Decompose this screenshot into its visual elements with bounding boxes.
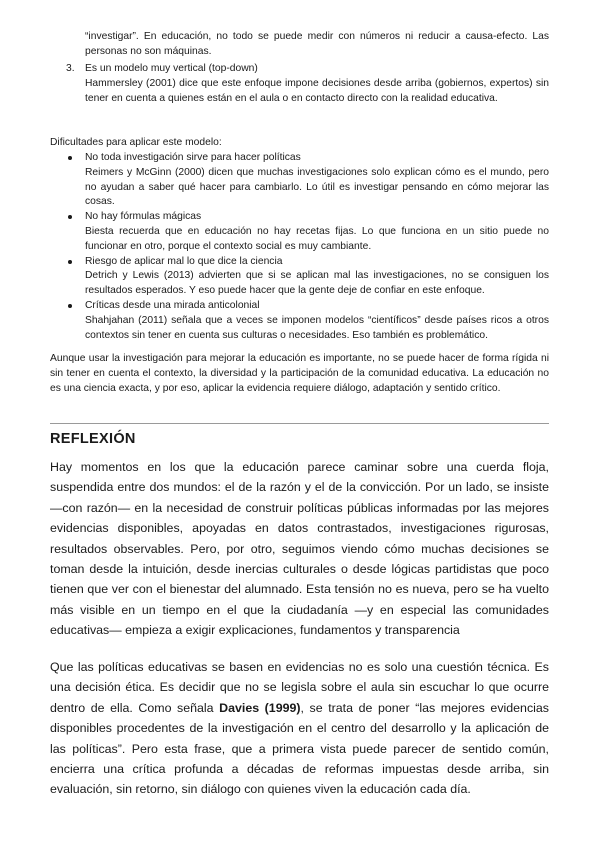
reflection-paragraph-2 — [50, 657, 549, 800]
list-item — [50, 255, 549, 299]
section-divider — [50, 423, 549, 424]
citation-davies: Davies (1999) — [219, 700, 301, 715]
bullet-icon — [68, 215, 72, 219]
list-item — [50, 210, 549, 254]
continuation-text: “investigar”. En educación, no todo se puede medir con números ni reducir a causa-efecto. Las personas no son máquinas. — [85, 31, 549, 57]
list-item-title: No toda investigación sirve para hacer políticas — [85, 152, 301, 163]
reflection-paragraph-1: Hay momentos en los que la educación parece caminar sobre una cuerda floja, suspendida entre dos mundos: el de la razón y el de la convicción. Por un lado, se insiste —con razón— en la necesidad de construir políticas públicas informadas por las mejores evidencias disponibles, apoyadas en datos contrastados, investigaciones rigurosas, resultados observables. Pero, por otro, seguimos viendo cómo muchas decisiones se toman desde la intuición, desde inercias culturales o desde lógicas partidistas que poco tienen que ver con el bienestar del alumnado. Esta tensión no es nueva, pero se ha vuelto más visible en un tiempo en el que la ciudadanía —y en especial las comunidades educativas— empieza a exigir explicaciones, fundamentos y transparencia — [50, 460, 549, 638]
bullet-icon — [68, 260, 72, 264]
numbered-item-text: Hammersley (2001) dice que este enfoque impone decisiones desde arriba (gobiernos, expertos) sin tener en cuenta a quienes están en el aula o en contacto directo con la realidad educativa. — [85, 77, 549, 104]
bullet-icon — [68, 156, 72, 160]
item-number: 3. — [66, 63, 75, 74]
list-item-text: Detrich y Lewis (2013) advierten que si se aplican mal las investigaciones, no se consiguen los resultados esperados. Y eso puede hacer que la gente deje de confiar en este enfoque. — [85, 270, 549, 297]
numbered-item-title: Es un modelo muy vertical (top-down) — [85, 63, 258, 74]
list-item-title: Riesgo de aplicar mal lo que dice la ciencia — [85, 255, 283, 267]
list-item-text: Shahjahan (2011) señala que a veces se imponen modelos “científicos” desde países ricos a otros contextos sin tener en cuenta sus culturas o necesidades. Eso también es problemático. — [85, 314, 549, 341]
paragraph-2-text-start: Que las políticas educativas se basen en evidencias no es solo una cuestión técnica. Es una decisión ética. Es decidir que no se legisla sobre el aula sin escuchar lo que ocurre dentro de ella. Como señala — [50, 660, 549, 715]
list-item-text: Reimers y McGinn (2000) dicen que muchas investigaciones solo explican cómo es el mundo, pero no ayudan a saber qué hacer para cambiarlo. Lo útil es investigar pensando en cómo mejorar las cosas. — [85, 166, 549, 208]
difficulties-list — [50, 151, 549, 343]
bullet-icon — [68, 304, 72, 308]
list-item — [50, 299, 549, 343]
difficulties-title: Dificultades para aplicar este modelo: — [50, 137, 222, 148]
section-heading: REFLEXIÓN — [50, 431, 136, 447]
paragraph-2-text-end: , se trata de poner “las mejores evidencias disponibles procedentes de la investigación en el centro del desarrollo y la aplicación de las políticas”. Pero esta frase, que a primera vista puede parecer de sentido común, encierra una crítica profunda a décadas de reformas impuestas desde arriba, sin evaluación, sin retorno, sin diálogo con quienes viven la educación cada día. — [50, 700, 549, 797]
list-item-title: No hay fórmulas mágicas — [85, 211, 202, 223]
numbered-item-body — [85, 62, 549, 106]
list-item — [50, 151, 549, 210]
summary-paragraph: Aunque usar la investigación para mejorar la educación es importante, no se puede hacer de forma rígida ni sin tener en cuenta el contexto, la diversidad y la participación de la comunidad educativa. La educación no es una ciencia exacta, y por eso, aplicar la evidencia requiere diálogo, adaptación y sentido crítico. — [50, 353, 549, 394]
list-item-title: Críticas desde una mirada anticolonial — [85, 299, 260, 311]
list-item-text: Biesta recuerda que en educación no hay recetas fijas. Lo que funciona en un sitio puede no funcionar en otro, porque el contexto social es muy cambiante. — [85, 225, 549, 252]
